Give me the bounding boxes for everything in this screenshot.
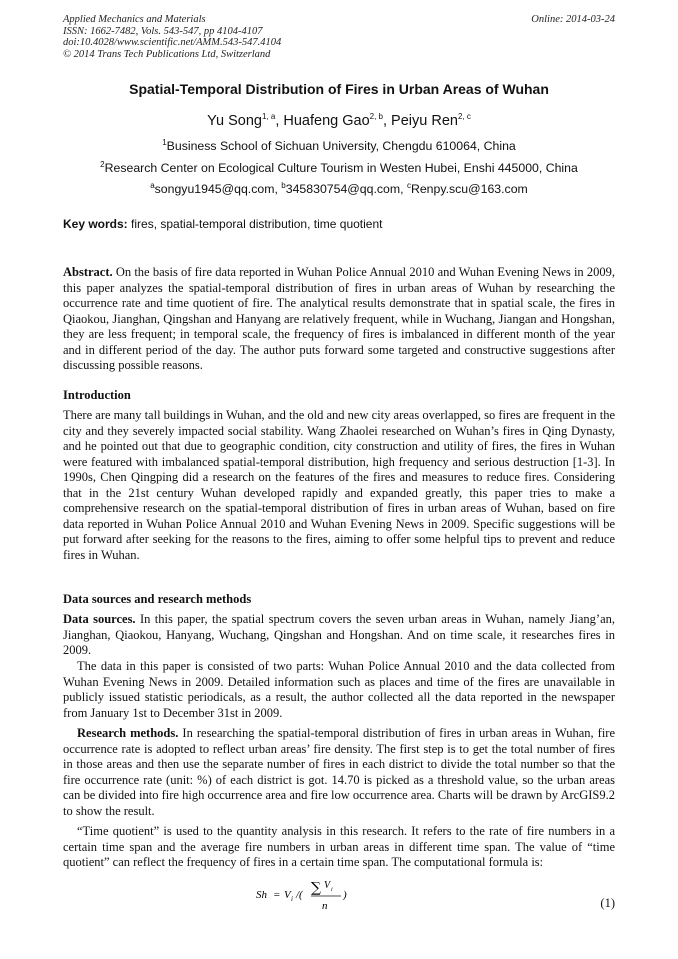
email-line [40,182,638,196]
abstract-label: Abstract. [63,265,113,279]
author-sep: , [275,113,284,129]
author-name: Yu Song [207,113,262,129]
introduction-heading: Introduction [63,388,131,402]
doi-line: doi:10.4028/www.scientific.net/AMM.543-547.4104 [63,37,282,48]
affiliation-sup: 2 [100,159,105,169]
introduction-text: There are many tall buildings in Wuhan, and the old and new city areas overlapped, so fires are frequent in the city and they severely impacted social stability. Wang Zhaolei researched on Wuhan’s fires in Qing Dynasty, and he pointed out that due to geographic condition, city construction and utility of fires, the fires in Wuhan were featured with imbalanced spatial-temporal distribution, high frequency and serious destruction [1-3]. In 1990s, Chen Qingping did a research on the features of the fires and measures to reduce fires. Considering that in the 21st century Wuhan developed rapidly and expanded greatly, this paper tries to make a comprehensive research on the spatial-temporal distribution of fires in urban areas of Wuhan, based on fire data reported in Wuhan Police Annual 2010 and Wuhan Evening News in 2009. Specific suggestions will be put forward after seeking for the reasons to the fires, aiming to offer some helpful tips to prevent and reduce fires in Wuhan. [63,408,615,562]
author-sep: , [382,113,392,129]
keywords-label: Key words: [63,217,128,231]
formula-vi-subscript: i [291,895,293,903]
email-b[interactable]: 345830754@qq.com, [285,182,407,196]
data-sources-text: In this paper, the spatial spectrum covers the seven urban areas in Wuhan, namely Jiang’an, Jianghan, Qiaokou, Hanyang, Wuchang, Qingshan and Hongshan. And on time scale, it researches fires in 2009. [63,612,615,657]
email-sup: c [406,180,411,190]
research-methods-label: Research methods. [77,726,179,740]
paper-title: Spatial-Temporal Distribution of Fires in Urban Areas of Wuhan [129,81,549,97]
affiliation-text: Business School of Sichuan University, Chengdu 610064, China [166,139,516,153]
formula-divide: /( [296,889,303,901]
author-sup: 2, c [457,112,471,122]
email-c[interactable]: Renpy.scu@163.com [410,182,528,196]
data-sources-heading: Data sources and research methods [63,592,252,606]
keywords-text: fires, spatial-temporal distribution, time quotient [127,217,383,231]
journal-header [63,14,615,60]
time-quotient-paragraph: “Time quotient” is used to the quantity analysis in this research. It refers to the rate of fire numbers in a certain time span and the average fire numbers in urban areas in different time span. The value of “time quotient” can reflect the frequency of fires in a certain time span. The computational formula is: [63,824,615,869]
keywords [63,217,615,231]
affiliation-2 [40,161,638,175]
formula-vi: V [284,889,291,901]
email-a[interactable]: songyu1945@qq.com, [154,182,282,196]
abstract [63,265,615,374]
time-quotient-formula [256,876,396,918]
formula-numerator-subscript: i [331,887,333,893]
formula-denominator: n [322,900,328,912]
email-sup: a [150,180,155,190]
abstract-text: On the basis of fire data reported in Wuhan Police Annual 2010 and Wuhan Evening News in 2009, this paper analyzes the spatial-temporal distribution of fires in urban areas of Wuhan by researching the occurrence rate and time quotient of fire. The analytical results demonstrate that in spatial scale, the fires in Qiaokou, Jianghan, Qingshan and Hanyang are relatively frequent, while in Wuchang, Jiangan and Hongshan, they are less frequent; in temporal scale, the frequency of fires is imbalanced in different month of the year and in different period of the day. The author puts forward some targeted and constructive suggestions after discussing possible reasons. [63,265,615,372]
author-sup: 1, a [261,112,276,122]
affiliation-text: Research Center on Ecological Culture Tourism in Westen Hubei, Enshi 445000, China [104,161,578,175]
online-date: Online: 2014-03-24 [531,14,615,25]
formula-numerator-v: V [324,880,331,891]
copyright-line: © 2014 Trans Tech Publications Ltd, Switzerland [63,48,271,60]
research-methods-paragraph [63,726,615,819]
issn-line: ISSN: 1662-7482, Vols. 543-547, pp 4104-4107 [63,25,263,37]
formula-equals: = [273,889,281,901]
author-list [63,113,615,129]
research-methods-text: In researching the spatial-temporal distribution of fires in urban areas in Wuhan, fire occurrence rate is adopted to reflect urban areas’ fire density. The first step is to get the total number of fires in those areas and then use the separate number of fires in each district to divide the total number so that the fire occurrence rate (unit: %) of each district is got. 14.70 is picked as a threshold value, so the urban areas can be divided into fire high occurrence area and fire low occurrence area. Charts will be drawn by ArcGIS9.2 to show the result. [63,726,616,818]
journal-name: Applied Mechanics and Materials [63,14,206,25]
email-sup: b [281,180,286,190]
formula-close-paren: ) [343,889,347,901]
affiliation-sup: 1 [162,137,167,147]
author-name: Peiyu Ren [391,113,458,129]
author-sup: 2, b [369,112,383,122]
data-sources-paragraph [63,612,615,659]
affiliation-1 [40,139,638,153]
author-name: Huafeng Gao [283,113,370,129]
data-sources-label: Data sources. [63,612,136,626]
equation-number: (1) [600,896,615,910]
data-composition-paragraph: The data in this paper is consisted of two parts: Wuhan Police Annual 2010 and the data collected from Wuhan Evening News in 2009. Detailed information such as places and time of the fires are unavailable in publicly issued statistic periodicals, as a result, the author collected all the data reported in the newspaper from January 1st to December 31st in 2009. [63,659,615,720]
formula-sum: ∑ [311,880,321,896]
formula-lhs: Sh [256,889,267,901]
